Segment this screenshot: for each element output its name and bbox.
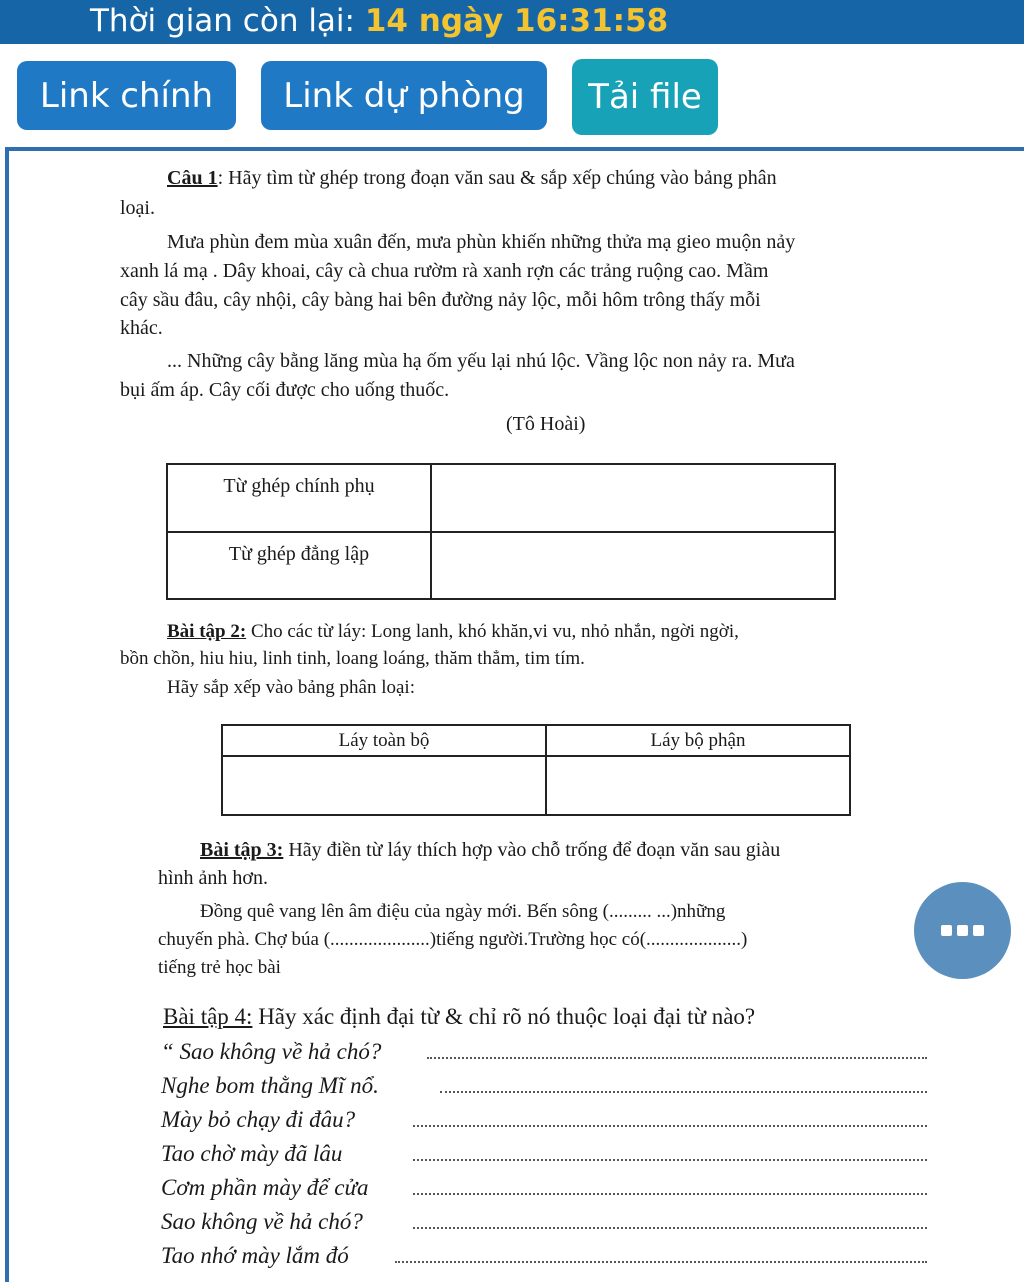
q1-paragraph-line: ... Những cây bằng lăng mùa hạ ốm yếu lại nhú lộc. Vầng lộc non nảy ra. Mưa	[167, 350, 795, 372]
table-cell-answer	[431, 464, 835, 532]
table-cell-label: Từ ghép chính phụ	[167, 464, 431, 532]
answer-blank	[440, 1091, 927, 1093]
q4-poem-line: “ Sao không về hả chó?	[161, 1039, 382, 1064]
q2-instruction: Hãy sắp xếp vào bảng phân loại:	[167, 677, 415, 698]
q4-prompt-text: Hãy xác định đại từ & chỉ rõ nó thuộc loại đại từ nào?	[252, 1004, 756, 1029]
table-row	[222, 756, 850, 815]
q1-author: (Tô Hoài)	[506, 413, 586, 435]
q1-prompt-text: : Hãy tìm từ ghép trong đoạn văn sau & sắp xếp chúng vào bảng phân	[217, 167, 777, 189]
table-cell-label: Từ ghép đẳng lập	[167, 532, 431, 599]
answer-blank	[413, 1159, 927, 1161]
q3-passage-line: tiếng trẻ học bài	[158, 957, 281, 978]
worksheet-document	[5, 147, 1024, 1282]
more-dots-icon	[941, 925, 984, 936]
table-cell-answer	[431, 532, 835, 599]
q2-heading: Bài tập 2:	[167, 621, 247, 642]
table-header-cell: Láy toàn bộ	[222, 725, 546, 756]
q4-heading: Bài tập 4:	[163, 1004, 253, 1029]
q1-paragraph-line: xanh lá mạ . Dây khoai, cây cà chua rườm rà xanh rợn các trảng ruộng cao. Mầm	[120, 260, 769, 282]
q2-word-list: bồn chồn, hiu hiu, linh tinh, loang loáng, thăm thẳm, tim tím.	[120, 648, 585, 669]
table-row	[167, 464, 835, 532]
q2-prompt	[167, 621, 739, 643]
countdown-label: Thời gian còn lại:	[90, 3, 355, 39]
answer-blank	[427, 1057, 927, 1059]
answer-blank	[395, 1261, 927, 1263]
answer-blank	[413, 1193, 927, 1195]
backup-link-button[interactable]: Link dự phòng	[261, 61, 547, 130]
table-row	[167, 532, 835, 599]
q3-prompt-line2: hình ảnh hơn.	[158, 867, 269, 889]
q1-paragraph-line: cây sầu đâu, cây nhội, cây bàng hai bên đường nảy lộc, mỗi hôm trông thấy mỗi	[120, 289, 761, 311]
q3-prompt-text: Hãy điền từ láy thích hợp vào chỗ trống để đoạn văn sau giàu	[283, 839, 781, 861]
table-cell-answer	[546, 756, 850, 815]
q2-reduplicative-table	[221, 724, 851, 816]
answer-blank	[413, 1227, 927, 1229]
q4-poem-line: Tao chờ mày đã lâu	[161, 1141, 343, 1166]
q4-poem-line: Sao không về hả chó?	[161, 1209, 363, 1234]
table-cell-answer	[222, 756, 546, 815]
q1-prompt	[167, 167, 777, 190]
download-file-button[interactable]: Tải file	[572, 59, 718, 135]
q1-paragraph-line: Mưa phùn đem mùa xuân đến, mưa phùn khiến những thửa mạ gieo muộn nảy	[167, 231, 796, 253]
q3-passage-line: Đồng quê vang lên âm điệu của ngày mới. Bến sông (......... ...)những	[200, 901, 726, 922]
q1-compound-table	[166, 463, 836, 600]
more-options-button[interactable]	[914, 882, 1011, 979]
q3-heading: Bài tập 3:	[200, 839, 284, 861]
table-header-cell: Láy bộ phận	[546, 725, 850, 756]
q3-prompt	[200, 839, 780, 862]
q1-prompt-line2: loại.	[120, 197, 155, 219]
q1-paragraph-line: khác.	[120, 317, 163, 339]
countdown-bar	[0, 0, 1024, 44]
table-row	[222, 725, 850, 756]
q1-paragraph-line: bụi ấm áp. Cây cối được cho uống thuốc.	[120, 379, 450, 401]
q1-heading: Câu 1	[167, 167, 218, 189]
q4-poem-line: Nghe bom thằng Mĩ nổ.	[161, 1073, 379, 1098]
answer-blank	[413, 1125, 927, 1127]
q2-prompt-text: Cho các từ láy: Long lanh, khó khăn,vi vu, nhỏ nhắn, ngời ngời,	[246, 621, 739, 642]
q4-poem-line: Tao nhớ mày lắm đó	[161, 1243, 349, 1268]
countdown-timer: 14 ngày 16:31:58	[364, 3, 669, 39]
q4-poem-line: Mày bỏ chạy đi đâu?	[161, 1107, 356, 1132]
q4-poem-line: Cơm phần mày để cửa	[161, 1175, 369, 1200]
q3-passage-line: chuyến phà. Chợ búa (.....................)tiếng người.Trường học có(....................)	[158, 929, 748, 950]
main-link-button[interactable]: Link chính	[17, 61, 236, 130]
q4-prompt	[163, 1004, 755, 1030]
